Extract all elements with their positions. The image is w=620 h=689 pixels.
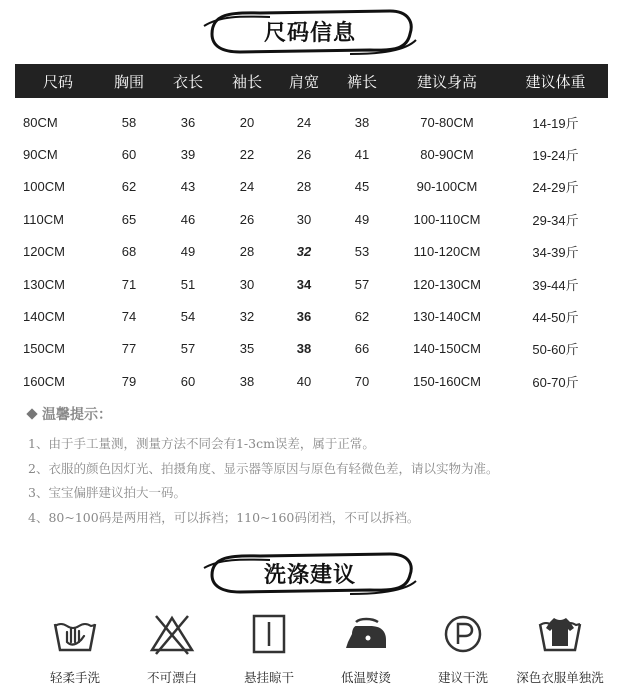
cell-height: 130-140CM bbox=[413, 309, 481, 325]
wash-advice-title: 洗涤建议 bbox=[263, 562, 356, 588]
cell-pants-length: 41 bbox=[354, 147, 370, 163]
care-icons-row bbox=[30, 612, 605, 686]
cell-shoulder: 26 bbox=[296, 147, 312, 163]
cell-chest: 68 bbox=[121, 244, 137, 260]
cell-size: 110CM bbox=[23, 211, 64, 227]
cell-height: 150-160CM bbox=[413, 373, 481, 389]
tips-section bbox=[28, 404, 608, 530]
header-height: 建议身高 bbox=[416, 72, 477, 91]
cell-chest: 71 bbox=[121, 276, 137, 292]
cell-sleeve: 32 bbox=[239, 309, 255, 325]
cell-sleeve: 26 bbox=[239, 211, 255, 227]
cell-height: 110-120CM bbox=[413, 244, 481, 260]
care-item-low-iron bbox=[321, 612, 411, 686]
cell-height: 90-100CM bbox=[416, 179, 478, 195]
cell-chest: 77 bbox=[121, 341, 137, 357]
size-table-header bbox=[15, 64, 608, 98]
tips-heading bbox=[28, 404, 608, 424]
tip-item: 1、由于手工量测，测量方法不同会有1-3cm误差，属于正常。 bbox=[28, 436, 375, 451]
cell-pants-length: 57 bbox=[354, 276, 370, 292]
cell-sleeve: 20 bbox=[239, 114, 255, 130]
cell-length: 43 bbox=[180, 179, 196, 195]
care-item-separate-wash bbox=[515, 612, 605, 686]
cell-pants-length: 45 bbox=[354, 179, 370, 195]
cell-length: 54 bbox=[180, 309, 196, 325]
cell-chest: 79 bbox=[121, 373, 137, 389]
cell-height: 140-150CM bbox=[413, 341, 481, 357]
table-row bbox=[15, 236, 608, 268]
care-label: 轻柔手洗 bbox=[49, 670, 100, 685]
cell-sleeve: 28 bbox=[239, 244, 255, 260]
no-bleach-icon bbox=[148, 612, 196, 656]
hand-wash-icon bbox=[51, 612, 99, 656]
cell-shoulder: 32 bbox=[296, 244, 312, 260]
dry-clean-icon bbox=[439, 612, 487, 656]
cell-sleeve: 22 bbox=[239, 147, 255, 163]
cell-height: 80-90CM bbox=[420, 147, 474, 163]
care-label: 不可漂白 bbox=[146, 670, 197, 685]
table-row bbox=[15, 300, 608, 332]
cell-shoulder: 30 bbox=[296, 211, 312, 227]
cell-pants-length: 62 bbox=[354, 309, 370, 325]
cell-weight: 44-50斤 bbox=[532, 310, 579, 326]
cell-height: 70-80CM bbox=[420, 114, 474, 130]
table-row bbox=[15, 171, 608, 203]
cell-shoulder: 28 bbox=[296, 179, 312, 195]
cell-size: 140CM bbox=[23, 309, 65, 325]
cell-length: 46 bbox=[180, 211, 196, 227]
cell-size: 150CM bbox=[23, 341, 65, 357]
cell-chest: 62 bbox=[121, 179, 137, 195]
table-row bbox=[15, 106, 608, 138]
cell-sleeve: 30 bbox=[239, 276, 255, 292]
tip-item: 2、衣服的颜色因灯光、拍摄角度、显示器等原因与原色有轻微色差，请以实物为准。 bbox=[28, 460, 499, 476]
size-info-banner bbox=[200, 4, 420, 58]
cell-sleeve: 38 bbox=[239, 373, 255, 389]
tip-item: 4、80~100码是两用裆，可以拆裆；110~160码闭裆，不可以拆裆。 bbox=[28, 509, 420, 525]
cell-sleeve: 35 bbox=[239, 341, 255, 357]
cell-length: 51 bbox=[180, 276, 196, 292]
care-item-no-bleach bbox=[127, 612, 217, 686]
cell-chest: 74 bbox=[121, 309, 137, 325]
cell-size: 80CM bbox=[23, 114, 58, 130]
cell-length: 36 bbox=[180, 114, 196, 130]
care-label: 深色衣服单独洗 bbox=[516, 670, 604, 685]
tips-title: 温馨提示： bbox=[42, 407, 112, 423]
cell-weight: 24-29斤 bbox=[532, 180, 579, 196]
care-item-dry-clean bbox=[418, 612, 508, 686]
cell-size: 90CM bbox=[23, 147, 58, 163]
cell-shoulder: 40 bbox=[296, 373, 312, 389]
table-row bbox=[15, 203, 608, 235]
cell-weight: 39-44斤 bbox=[532, 277, 579, 293]
cell-size: 100CM bbox=[23, 179, 65, 195]
diamond-icon bbox=[26, 408, 37, 419]
size-table bbox=[15, 106, 608, 398]
header-chest: 胸围 bbox=[113, 72, 144, 91]
cell-pants-length: 49 bbox=[354, 211, 370, 227]
cell-length: 57 bbox=[180, 341, 196, 357]
header-shoulder: 肩宽 bbox=[288, 72, 319, 91]
cell-length: 60 bbox=[180, 373, 196, 389]
wash-advice-banner bbox=[200, 548, 420, 598]
cell-size: 120CM bbox=[23, 244, 65, 260]
table-row bbox=[15, 365, 608, 397]
cell-chest: 65 bbox=[121, 211, 137, 227]
cell-weight: 50-60斤 bbox=[532, 342, 579, 358]
cell-weight: 60-70斤 bbox=[532, 374, 579, 390]
cell-shoulder: 34 bbox=[296, 276, 312, 292]
table-row bbox=[15, 268, 608, 300]
cell-chest: 60 bbox=[121, 147, 137, 163]
cell-weight: 34-39斤 bbox=[532, 245, 579, 261]
care-item-hand-wash bbox=[30, 612, 120, 686]
cell-height: 120-130CM bbox=[413, 276, 481, 292]
table-row bbox=[15, 333, 608, 365]
care-label: 低温熨烫 bbox=[340, 670, 391, 685]
header-pants-length: 裤长 bbox=[346, 72, 377, 91]
cell-weight: 19-24斤 bbox=[532, 148, 579, 164]
care-label: 悬挂晾干 bbox=[243, 670, 294, 685]
header-weight: 建议体重 bbox=[525, 72, 586, 91]
cell-pants-length: 38 bbox=[354, 114, 370, 130]
cell-height: 100-110CM bbox=[413, 211, 481, 227]
cell-shoulder: 24 bbox=[296, 114, 312, 130]
cell-pants-length: 66 bbox=[354, 341, 370, 357]
cell-sleeve: 24 bbox=[239, 179, 255, 195]
cell-size: 130CM bbox=[23, 276, 65, 292]
cell-length: 49 bbox=[180, 244, 196, 260]
cell-shoulder: 36 bbox=[296, 309, 312, 325]
cell-weight: 14-19斤 bbox=[532, 115, 579, 131]
hang-dry-icon bbox=[245, 612, 293, 656]
cell-pants-length: 53 bbox=[354, 244, 370, 260]
cell-size: 160CM bbox=[23, 373, 65, 389]
low-iron-icon bbox=[342, 612, 390, 656]
cell-weight: 29-34斤 bbox=[532, 212, 579, 228]
cell-pants-length: 70 bbox=[354, 373, 370, 389]
size-info-title: 尺码信息 bbox=[263, 20, 356, 46]
header-size: 尺码 bbox=[42, 72, 73, 91]
header-sleeve: 袖长 bbox=[231, 72, 262, 91]
cell-length: 39 bbox=[180, 147, 196, 163]
separate-wash-icon bbox=[536, 612, 584, 656]
tip-item: 3、宝宝偏胖建议拍大一码。 bbox=[28, 485, 186, 500]
cell-chest: 58 bbox=[121, 114, 137, 130]
care-item-hang-dry bbox=[224, 612, 314, 686]
header-length: 衣长 bbox=[172, 72, 203, 91]
care-label: 建议干洗 bbox=[437, 670, 488, 685]
table-row bbox=[15, 138, 608, 170]
cell-shoulder: 38 bbox=[296, 341, 312, 357]
